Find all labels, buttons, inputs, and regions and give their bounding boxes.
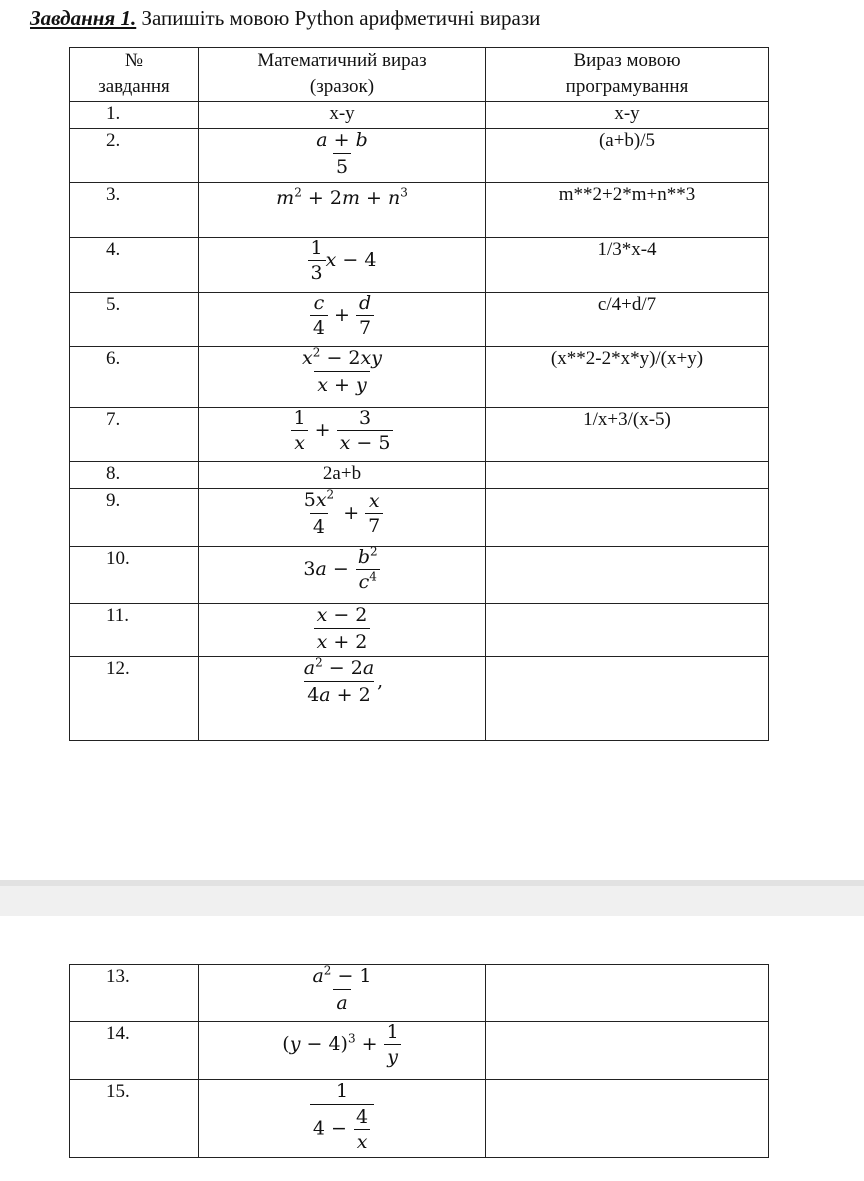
table-row [70,462,769,489]
python-expression [486,1022,769,1080]
math-expression: $m^2 + 2m + n^3$ [199,183,486,238]
table-row [70,604,769,657]
row-number: 13. [70,965,199,1022]
math-expression: 1 4 − $\frac{4}{x}$ [199,1080,486,1158]
task-title-text: Запишіть мовою Python арифметичні вирази [141,6,541,30]
python-expression: 1/x+3/(x-5) [486,408,769,462]
row-number: 2. [70,129,199,183]
python-expression [486,604,769,657]
page-separator [0,880,864,916]
header-number: № завдання [70,48,199,102]
table-row [70,129,769,183]
python-expression: (x**2-2*x*y)/(x+y) [486,347,769,408]
python-expression [486,489,769,547]
math-expression: $(y - 4)^3$ + $\frac{1}{y}$ [199,1022,486,1080]
table-header [70,48,769,102]
row-number: 6. [70,347,199,408]
table-row [70,1080,769,1158]
python-expression [486,462,769,489]
row-number: 14. [70,1022,199,1080]
python-expression [486,965,769,1022]
task-title [30,6,540,31]
python-expression: c/4+d/7 [486,293,769,347]
math-expression: $\frac{a^2 - 2a}{4a + 2}$ , [199,657,486,741]
python-expression [486,657,769,741]
row-number: 9. [70,489,199,547]
row-number: 7. [70,408,199,462]
table-row [70,1022,769,1080]
math-expression: $\frac{5x^2}{4}$ + $\frac{x}{7}$ [199,489,486,547]
math-expression: 2a+b [199,462,486,489]
table-row [70,183,769,238]
table-row [70,965,769,1022]
python-expression: (a+b)/5 [486,129,769,183]
row-number: 12. [70,657,199,741]
math-expression: $\frac{1}{x}$ + $\frac{3}{x - 5}$ [199,408,486,462]
expressions-table [69,47,769,741]
python-expression: 1/3*x-4 [486,238,769,293]
row-number: 3. [70,183,199,238]
table-row [70,408,769,462]
math-expression: x-y [199,102,486,129]
python-expression [486,547,769,604]
expressions-table-continued [69,964,769,1158]
math-expression: $\frac{x - 2}{x + 2}$ [199,604,486,657]
math-expression: 3a − $\frac{b^2}{c^4}$ [199,547,486,604]
math-expression: $\frac{a + b}{5}$ [199,129,486,183]
row-number: 10. [70,547,199,604]
row-number: 8. [70,462,199,489]
table-row [70,547,769,604]
python-expression: m**2+2*m+n**3 [486,183,769,238]
table-row [70,657,769,741]
table-row [70,293,769,347]
row-number: 11. [70,604,199,657]
table-row [70,238,769,293]
header-math-expression: Математичний вираз (зразок) [199,48,486,102]
table-row [70,347,769,408]
table-row [70,102,769,129]
row-number: 4. [70,238,199,293]
math-expression: $\frac{x^2 - 2xy}{x + y}$ [199,347,486,408]
row-number: 1. [70,102,199,129]
math-expression: $\frac{1}{3}$ x − 4 [199,238,486,293]
python-expression: x-y [486,102,769,129]
row-number: 5. [70,293,199,347]
row-number: 15. [70,1080,199,1158]
math-expression: $\frac{a^2 - 1}{a}$ [199,965,486,1022]
math-expression: $\frac{c}{4}$ + $\frac{d}{7}$ [199,293,486,347]
python-expression [486,1080,769,1158]
task-title-bold: Завдання 1. [30,6,137,30]
header-programming-expression: Вираз мовою програмування [486,48,769,102]
table-row [70,489,769,547]
